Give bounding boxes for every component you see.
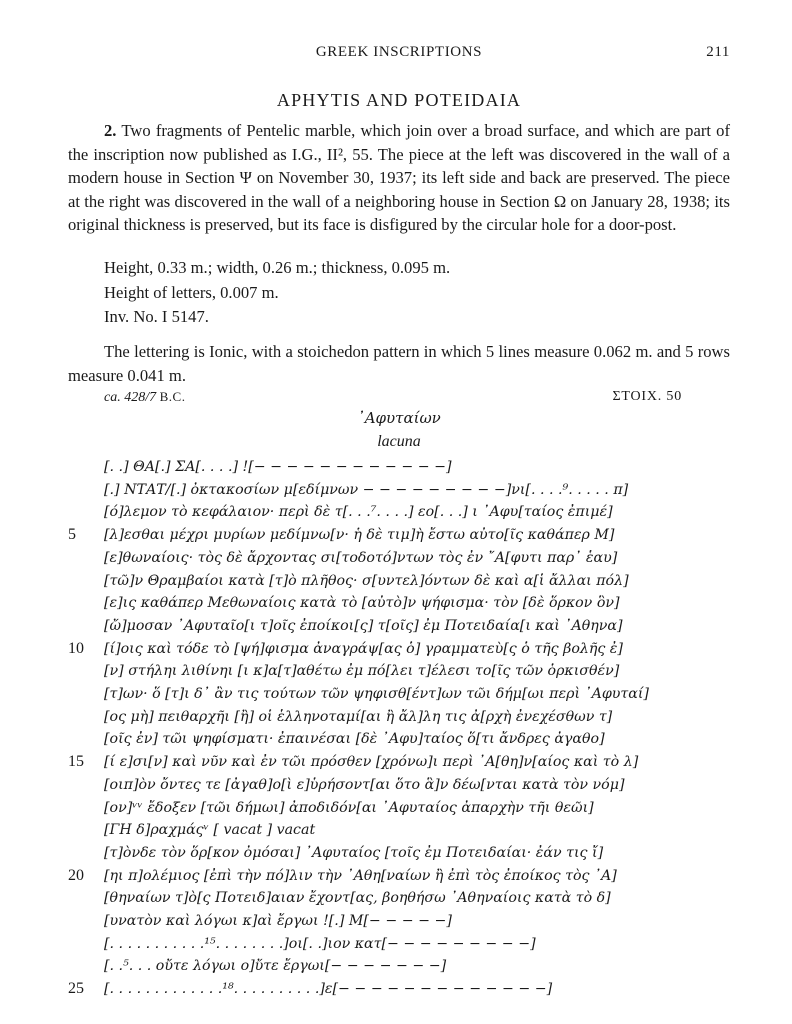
page-number: 211 — [706, 44, 730, 60]
inscription-line: [θηναίων τ]ὸ[ς Ποτειδ]αιαν ἔχοντ[ας, βοηθήσω ᾿Αθηναίοις κατὰ τὸ δ] — [104, 890, 611, 907]
inscription-line: [. . . . . . . . . . .¹⁵. . . . . . . .]οι[. .]ιον κατ[− − − − − − − − −] — [104, 935, 536, 952]
section-title: APHYTIS AND POTEIDAIA — [276, 90, 522, 110]
stoichedon-label: ΣΤΟΙΧ. 50 — [612, 389, 682, 404]
inscription-line: [ος μὴ] πειθαρχῆι [ἢ] οἱ ἑλληνοταμί[αι ἢ ἄλ]λη τις ἀ[ρχὴ ἐνεχέσθων τ] — [104, 708, 613, 725]
inscription-line: [. .⁵. . . οὔτε λόγωι ο]ὔτε ἔργωι[− − − − − − −] — [104, 958, 447, 975]
line-number — [68, 842, 96, 864]
inscription-title: ᾿Αφυταίων — [357, 409, 441, 427]
measurement-inventory: Inv. No. I 5147. — [104, 307, 209, 326]
line-number — [68, 615, 96, 637]
inscription-line: [ν] στήληι λιθίνηι [ι κ]α[τ]αθέτω ἐμ πό[λει τ]έλεσι το[ῖς τῶν ὁρκισθέν] — [104, 663, 620, 680]
running-head — [68, 44, 730, 64]
inscription-line: [ΓΗ δ]ραχμάςᵛ [ vacat ] vacat — [104, 822, 316, 839]
date-era: B.C. — [159, 389, 186, 404]
inscription-line: [τ]ων· ὅ [τ]ι δ᾿ ἂν τις τούτων τῶν ψηφισθ[έντ]ων τῶι δήμ[ωι περὶ ᾿Αφυταί] — [104, 686, 649, 702]
inscription-line: [τῶ]ν Θραμβαίοι κατὰ [τ]ὸ πλῆθος· σ[υντελ]όντων δὲ καὶ α[ἱ ἄλλαι πόλ] — [104, 572, 629, 589]
inscription-line: [. . . . . . . . . . . . .¹⁸. . . . . . . . . .]ε[− − − − − − − − − − − − −] — [104, 981, 553, 998]
inscription-line: [.] ΝΤΑΤ/[.] ὀκτακοσίων μ[εδίμνων − − − − − − − − −]νι[. . . .⁹. . . . . π] — [104, 481, 629, 498]
inscription-line: [. .] ΘΑ[.] ΣΑ[. . . .] ![− − − − − − − − − − − −] — [104, 459, 452, 475]
description-paragraph — [68, 119, 730, 237]
measurement-letter-height: Height of letters, 0.007 m. — [104, 283, 279, 302]
line-number — [68, 456, 96, 478]
line-number — [68, 479, 96, 501]
line-number: 25 — [68, 980, 84, 998]
running-head-title: GREEK INSCRIPTIONS — [315, 44, 483, 60]
line-number — [68, 955, 96, 977]
description-text: Two fragments of Pentelic marble, which join over a broad surface, and which are part of the inscription now published as I.G., II², 55. The piece at the left was discovered in the wall of a modern house in Section Ψ on November 30, 1937; its left side and back are preserved. The piece at the right was discovered in the wall of a neighboring house in Section Ω on January 28, 1938; its original thickness is preserved, but its face is disfigured by the circular hole for a door-post. — [68, 121, 730, 235]
inscription-line: [ί]οις καὶ τόδε τὸ [ψή]φισμα ἀναγράψ[ας ὁ] γραμματεὺ[ς ὁ τῆς βολῆς ἐ] — [104, 640, 623, 657]
inscription-line: [τ]ὸνδε τὸν ὅρ[κον ὀμόσαι] ᾿Αφυταίος [τοῖς ἐμ Ποτειδαίαι· ἐάν τις ἴ] — [104, 844, 604, 861]
inscription-line: [ηι π]ολέμιος [ἐπὶ τὴν πό]λιν τὴν ᾿Αθη[ναίων ἢ ἐπὶ τὸς ἐποίκος τὸς ᾿Α] — [104, 867, 617, 884]
line-number — [68, 706, 96, 728]
inscription-date — [104, 389, 185, 406]
line-number — [68, 547, 96, 569]
line-number — [68, 774, 96, 796]
line-number — [68, 887, 96, 909]
inscription-line: [ε]ις καθάπερ Μεθωναίοις κατὰ τὸ [αὐτὸ]ν ψήφισμα· τὸν [δὲ ὅρκον ὃν] — [104, 595, 620, 612]
line-number — [68, 933, 96, 955]
date-text: ca. 428/7 — [104, 390, 157, 405]
line-number: 10 — [68, 639, 84, 657]
line-number — [68, 910, 96, 932]
inscription-line: [ὤ]μοσαν ᾿Αφυταῖο[ι τ]οῖς ἐποίκοι[ς] τ[οῖς] ἐμ Ποτειδαία[ι καὶ ᾿Αθηνα] — [104, 617, 623, 634]
line-number — [68, 819, 96, 841]
inscription-line: [λ]εσθαι μέχρι μυρίων μεδίμνω[ν· ἡ δὲ τιμ]ὴ ἔστω αὐτο[ῖς καθάπερ Μ] — [104, 527, 615, 544]
line-number — [68, 797, 96, 819]
inscription-line: [ό]λεμον τὸ κεφάλαιον· περὶ δὲ τ[. . .⁷. . . .] εο[. . .] ι ᾿Αφυ[ταίος ἐπιμέ] — [104, 504, 613, 521]
entry-number: 2. — [104, 121, 117, 140]
line-number: 15 — [68, 753, 84, 771]
line-number: 20 — [68, 866, 84, 884]
line-number — [68, 683, 96, 705]
line-number — [68, 728, 96, 750]
inscription-line: [ί ε]σι[ν] καὶ νῦν καὶ ἐν τῶι πρόσθεν [χρόνω]ι περὶ ᾿Α[θη]ν[αίος καὶ τὸ λ] — [104, 754, 639, 771]
line-number — [68, 660, 96, 682]
measurement-dimensions: Height, 0.33 m.; width, 0.26 m.; thickness, 0.095 m. — [104, 258, 451, 277]
inscription-line: [οῖς ἐν] τῶι ψηφίσματι· ἐπαινέσαι [δὲ ᾿Αφυ]ταίος ὅ[τι ἄνδρες ἀγαθο] — [104, 731, 605, 748]
inscription-line: [υνατὸν καὶ λόγωι κ]αὶ ἔργωι ![.] Μ[− − − − −] — [104, 913, 452, 929]
inscription-line: [ον]ᵛᵛ ἔδοξεν [τῶι δήμωι] ἀποδιδόν[αι ᾿Αφυταίος ἀπαρχὴν τῆι θεῶι] — [104, 799, 594, 816]
lettering-paragraph: The lettering is Ionic, with a stoichedon pattern in which 5 lines measure 0.062 m. and 5 rows measure 0.041 m. — [68, 342, 730, 385]
inscription-line: [ε]θωναίοις· τὸς δὲ ἄρχοντας σι[τοδοτό]ντων τὸς ἐν ῎Α[φυτι παρ᾿ ἑαυ] — [104, 549, 618, 566]
line-number: 5 — [68, 526, 76, 544]
line-number — [68, 592, 96, 614]
line-number — [68, 501, 96, 523]
line-number — [68, 570, 96, 592]
inscription-line: [οιπ]ὸν ὄντες τε [ἀγαθ]ο[ὶ ε]ὑρήσοντ[αι ὅτο ἃ]ν δέω[νται κατὰ τὸν νόμ] — [104, 776, 625, 793]
lacuna-label: lacuna — [377, 433, 421, 450]
